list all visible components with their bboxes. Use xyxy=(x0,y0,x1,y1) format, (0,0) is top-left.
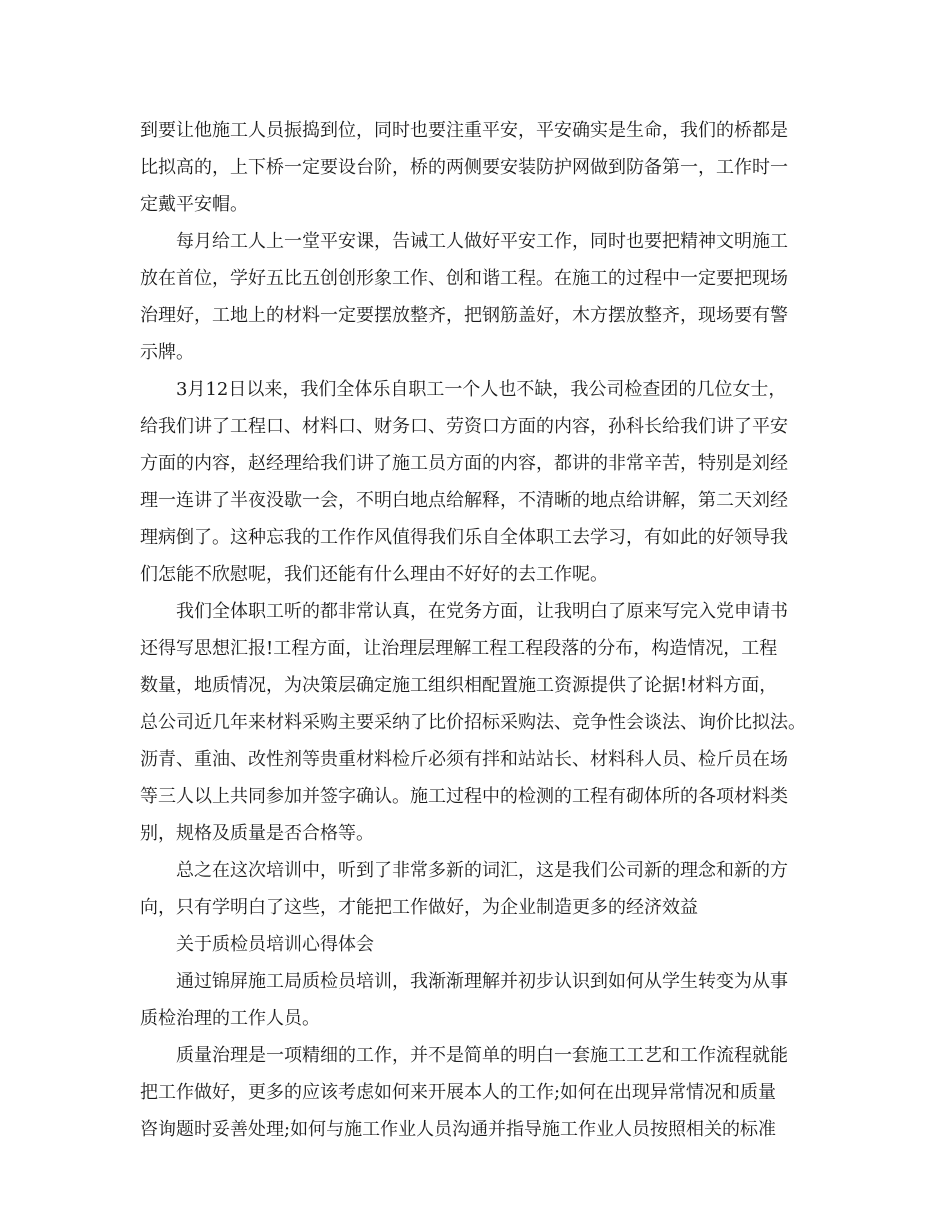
text-line: 3月12日以来，我们全体乐自职工一个人也不缺，我公司检查团的几位女士， xyxy=(176,379,787,400)
text-line: 总公司近几年来材料采购主要采纳了比价招标采购法、竞争性会谈法、询价比拟法。 xyxy=(140,712,806,733)
text-line: 每月给工人上一堂平安课，告诫工人做好平安工作，同时也要把精神文明施工 xyxy=(176,231,788,252)
text-line: 理一连讲了半夜没歇一会，不明白地点给解释，不清晰的地点给讲解，第二天刘经 xyxy=(140,490,788,511)
text-line: 放在首位，学好五比五创创形象工作、创和谐工程。在施工的过程中一定要把现场 xyxy=(140,268,788,289)
document-body xyxy=(140,112,820,1148)
text-line: 别，规格及质量是否合格等。 xyxy=(140,823,374,844)
text-line: 给我们讲了工程口、材料口、财务口、劳资口方面的内容，孙科长给我们讲了平安 xyxy=(140,416,788,437)
text-line: 数量，地质情况，为决策层确定施工组织相配置施工资源提供了论据!材料方面， xyxy=(140,675,778,696)
text-line: 们怎能不欣慰呢，我们还能有什么理由不好好的去工作呢。 xyxy=(140,564,608,585)
text-line: 沥青、重油、改性剂等贵重材料检斤必须有拌和站站长、材料科人员、检斤员在场 xyxy=(140,749,788,770)
text-line: 定戴平安帽。 xyxy=(140,194,248,215)
text-line: 质检治理的工作人员。 xyxy=(140,1008,320,1029)
text-line: 还得写思想汇报!工程方面，让治理层理解工程工程段落的分布，构造情况，工程 xyxy=(140,638,778,659)
text-line: 等三人以上共同参加并签字确认。施工过程中的检测的工程有砌体所的各项材料类 xyxy=(140,786,788,807)
text-line: 比拟高的，上下桥一定要设台阶，桥的两侧要安装防护网做到防备第一，工作时一 xyxy=(140,157,788,178)
text-line: 到要让他施工人员振捣到位，同时也要注重平安，平安确实是生命，我们的桥都是 xyxy=(140,120,788,141)
text-line: 我们全体职工听的都非常认真，在党务方面，让我明白了原来写完入党申请书 xyxy=(176,601,788,622)
text-line: 咨询题时妥善处理;如何与施工作业人员沟通并指导施工作业人员按照相关的标准 xyxy=(140,1119,777,1140)
text-line: 质量治理是一项精细的工作，并不是简单的明白一套施工工艺和工作流程就能 xyxy=(176,1045,788,1066)
text-line: 总之在这次培训中，听到了非常多新的词汇，这是我们公司新的理念和新的方 xyxy=(176,860,788,881)
text-line: 治理好，工地上的材料一定要摆放整齐，把钢筋盖好，木方摆放整齐，现场要有警 xyxy=(140,305,788,326)
text-line: 方面的内容，赵经理给我们讲了施工员方面的内容，都讲的非常辛苦，特别是刘经 xyxy=(140,453,788,474)
text-line: 把工作做好，更多的应该考虑如何来开展本人的工作;如何在出现异常情况和质量 xyxy=(140,1082,777,1103)
text-line: 示牌。 xyxy=(140,342,194,363)
text-line: 向，只有学明白了这些，才能把工作做好，为企业制造更多的经济效益 xyxy=(140,897,698,918)
text-line: 关于质检员培训心得体会 xyxy=(176,934,374,955)
text-line: 理病倒了。这种忘我的工作作风值得我们乐自全体职工去学习，有如此的好领导我 xyxy=(140,527,788,548)
text-line: 通过锦屏施工局质检员培训，我渐渐理解并初步认识到如何从学生转变为从事 xyxy=(176,971,788,992)
